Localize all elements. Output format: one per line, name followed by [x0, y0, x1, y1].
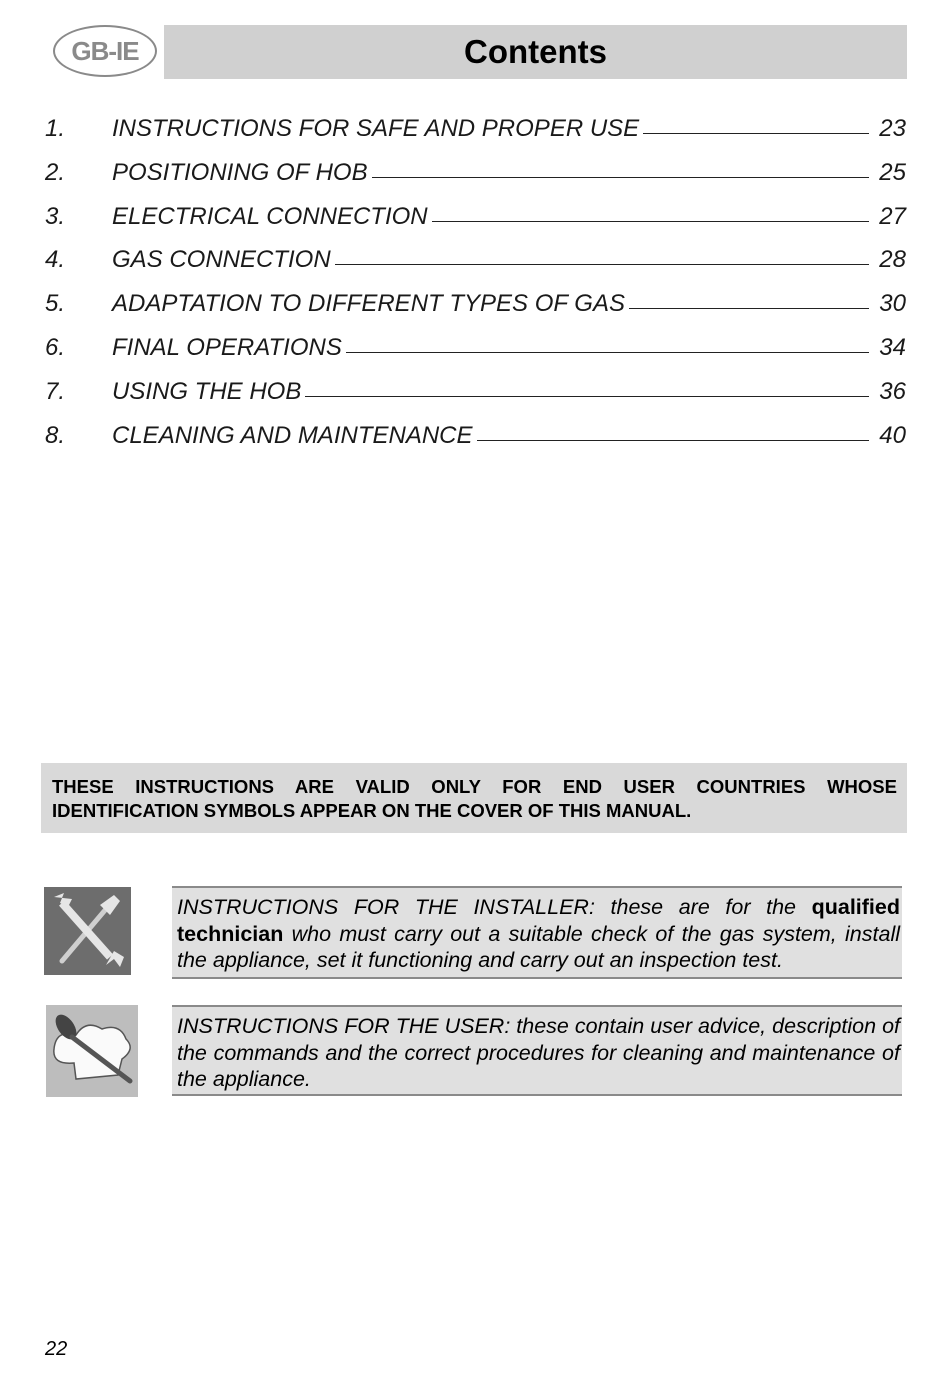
page-title: Contents [464, 33, 607, 70]
installer-text-end: who must carry out a suitable check of the gas system, install the appliance, set it functioning and carry out an inspection test. [177, 921, 900, 972]
toc-page: 40 [879, 421, 906, 449]
toc-leader [305, 396, 869, 397]
toc-number: 6. [45, 333, 66, 361]
toc-entry[interactable] [45, 159, 906, 203]
toc-title: POSITIONING OF HOB [112, 158, 368, 186]
validity-notice [41, 763, 907, 833]
country-logo [53, 25, 157, 77]
notice-text: THESE INSTRUCTIONS ARE VALID ONLY FOR END USER COUNTRIES WHOSE IDENTIFICATION SYMBOLS APPEAR ON THE COVER OF THIS MANUAL. [52, 776, 897, 821]
toc-entry[interactable] [45, 246, 906, 290]
wrench-screwdriver-icon [44, 887, 131, 975]
toc-page: 36 [879, 377, 906, 405]
toc-entry[interactable] [45, 115, 906, 159]
table-of-contents [45, 115, 906, 465]
toc-leader [629, 308, 869, 309]
installer-instructions [172, 886, 902, 979]
user-text: INSTRUCTIONS FOR THE USER: these contain user advice, description of the commands and the correct procedures for cleaning and maintenance of the appliance. [177, 1014, 900, 1091]
toc-leader [477, 440, 870, 441]
toc-number: 2. [45, 158, 66, 186]
header-bar [164, 25, 907, 79]
toc-leader [432, 221, 870, 222]
toc-number: 4. [45, 246, 66, 274]
page-number: 22 [45, 1338, 68, 1360]
toc-page: 23 [879, 115, 906, 142]
toc-leader [335, 264, 870, 265]
toc-leader [346, 352, 869, 353]
toc-entry[interactable] [45, 203, 906, 247]
toc-entry[interactable] [45, 334, 906, 378]
user-instructions [172, 1005, 902, 1096]
toc-title: CLEANING AND MAINTENANCE [112, 421, 473, 449]
toc-title: GAS CONNECTION [112, 246, 331, 274]
toc-page: 34 [879, 333, 906, 361]
toc-page: 30 [879, 290, 906, 318]
toc-number: 8. [45, 421, 66, 449]
toc-leader [372, 177, 870, 178]
toc-number: 5. [45, 290, 66, 318]
spoon-chef-hat-icon [46, 1005, 138, 1097]
toc-title: ELECTRICAL CONNECTION [112, 202, 428, 230]
toc-number: 7. [45, 377, 66, 405]
toc-title: USING THE HOB [112, 377, 302, 405]
toc-number: 1. [45, 115, 66, 142]
logo-text: GB-IE [71, 35, 139, 66]
toc-page: 27 [879, 202, 906, 230]
installer-bold-text: qualified technician [177, 895, 900, 946]
toc-title: INSTRUCTIONS FOR SAFE AND PROPER USE [112, 115, 640, 142]
toc-entry[interactable] [45, 422, 906, 466]
toc-page: 25 [879, 158, 906, 186]
toc-title: FINAL OPERATIONS [112, 333, 342, 361]
toc-entry[interactable] [45, 378, 906, 422]
toc-number: 3. [45, 202, 66, 230]
toc-page: 28 [879, 246, 906, 274]
toc-leader [643, 133, 869, 134]
toc-title: ADAPTATION TO DIFFERENT TYPES OF GAS [112, 290, 625, 318]
installer-text: INSTRUCTIONS FOR THE INSTALLER: these are for the [177, 895, 812, 919]
toc-entry[interactable] [45, 290, 906, 334]
